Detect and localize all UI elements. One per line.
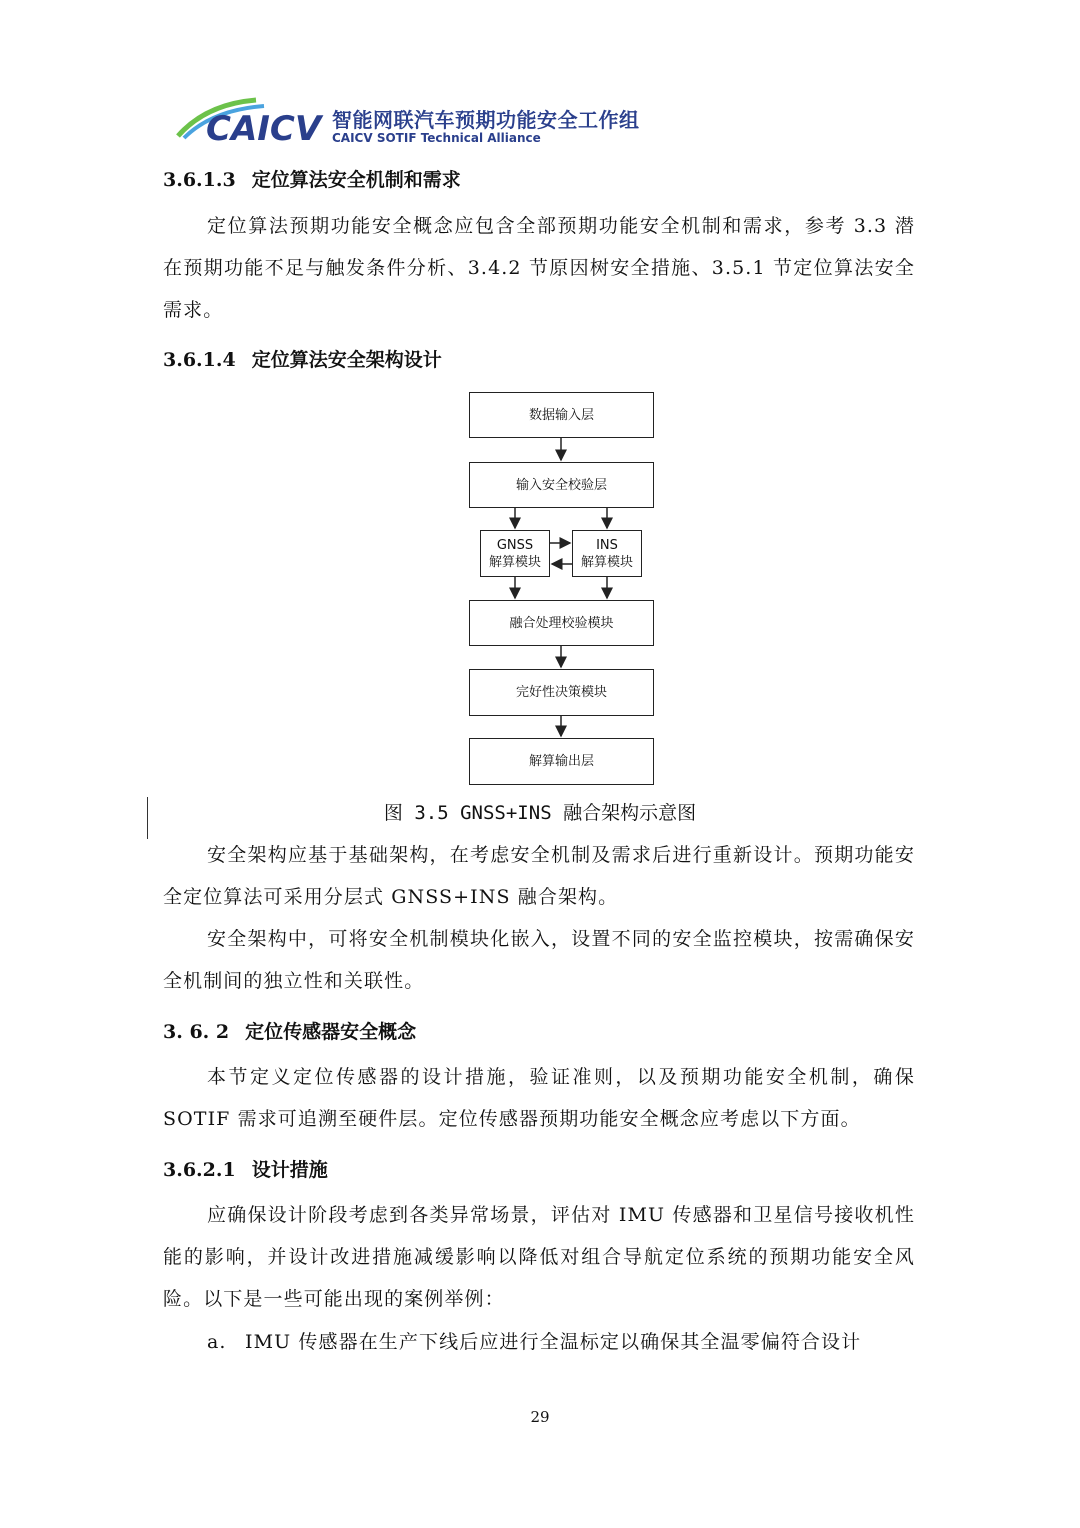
heading-362 <box>163 1017 416 1044</box>
section-title: 定位算法安全架构设计 <box>251 349 442 371</box>
section-number: 3.6.2.1 <box>163 1159 236 1181</box>
ins-sublabel: 解算模块 <box>580 554 633 570</box>
page-number: 29 <box>530 1408 550 1426</box>
paragraph-arch-1: 安全架构应基于基础架构，在考虑安全机制及需求后进行重新设计。预期功能安全定位算法可采用分层式 GNSS+INS 融合架构。 <box>163 844 915 908</box>
figure-caption: 图 3.5 GNSS+INS 融合架构示意图 <box>383 802 697 824</box>
logo-wordmark: CAICV <box>206 109 322 149</box>
box-solution-output-layer: 解算输出层 <box>469 738 654 785</box>
list-item <box>207 1321 915 1363</box>
list-item-text: IMU 传感器在生产下线后应进行全温标定以确保其全温零偏符合设计 <box>245 1331 862 1353</box>
box-integrity-decision-module: 完好性决策模块 <box>469 669 654 716</box>
org-name-cn: 智能网联汽车预期功能安全工作组 <box>332 108 640 132</box>
heading-3621 <box>163 1155 328 1182</box>
paragraph-362: 本节定义定位传感器的设计措施，验证准则，以及预期功能安全机制，确保 SOTIF 需求可追溯至硬件层。定位传感器预期功能安全概念应考虑以下方面。 <box>163 1066 915 1130</box>
section-number: 3. 6. 2 <box>163 1021 230 1043</box>
box-gnss-module <box>480 530 550 577</box>
box-ins-module <box>572 530 642 577</box>
box-fusion-check-module: 融合处理校验模块 <box>469 600 654 646</box>
section-number: 3.6.1.4 <box>163 349 236 371</box>
box-data-input-layer: 数据输入层 <box>469 392 654 438</box>
section-title: 定位传感器安全概念 <box>245 1021 417 1043</box>
section-title: 设计措施 <box>251 1159 328 1181</box>
org-name-en: CAICV SOTIF Technical Alliance <box>332 131 541 145</box>
ins-label: INS <box>596 537 618 553</box>
section-title: 定位算法安全机制和需求 <box>251 169 461 191</box>
section-number: 3.6.1.3 <box>163 169 236 191</box>
paragraph-3613: 定位算法预期功能安全概念应包含全部预期功能安全机制和需求，参考 3.3 潜在预期功能不足与触发条件分析、3.4.2 节原因树安全措施、3.5.1 节定位算法安全需求。 <box>163 215 915 321</box>
gnss-sublabel: 解算模块 <box>488 554 541 570</box>
list-marker: a. <box>207 1331 227 1353</box>
box-input-safety-check-layer: 输入安全校验层 <box>469 462 654 508</box>
paragraph-arch-2: 安全架构中，可将安全机制模块化嵌入，设置不同的安全监控模块，按需确保安全机制间的独立性和关联性。 <box>163 928 915 992</box>
paragraph-3621: 应确保设计阶段考虑到各类异常场景，评估对 IMU 传感器和卫星信号接收机性能的影响，并设计改进措施减缓影响以降低对组合导航定位系统的预期功能安全风险。以下是一些可能出现的案例举例： <box>163 1204 915 1310</box>
gnss-label: GNSS <box>496 537 534 553</box>
